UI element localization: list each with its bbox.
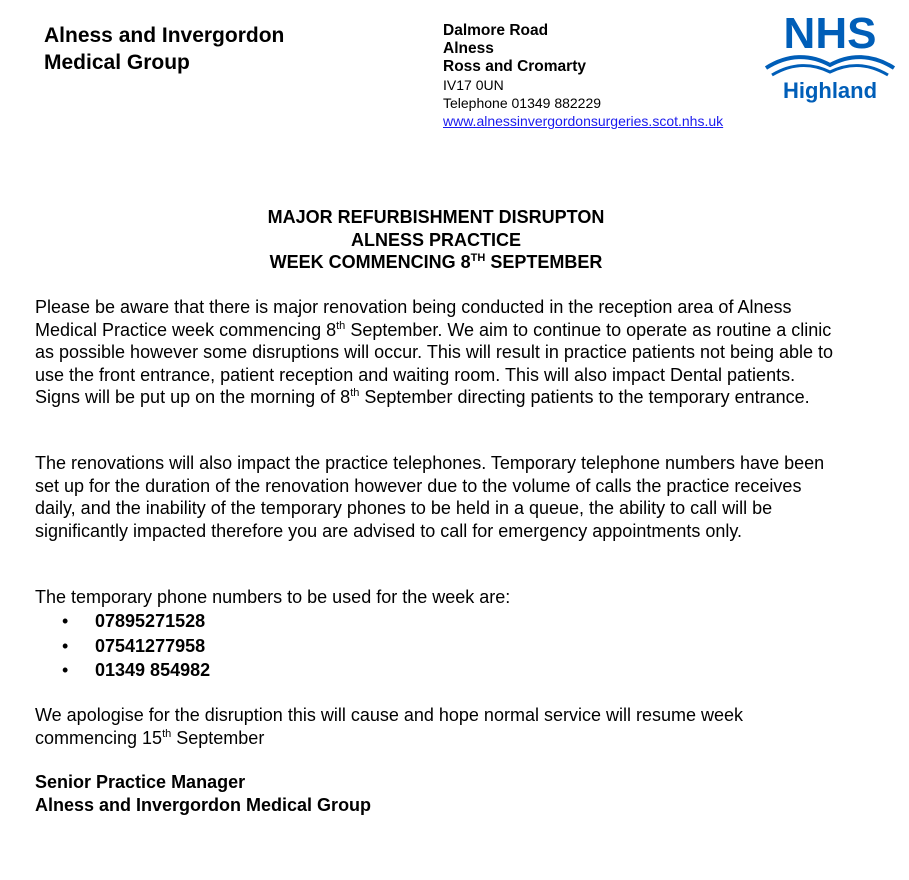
phone-number: 01349 854982: [95, 660, 211, 680]
website-link[interactable]: www.alnessinvergordonsurgeries.scot.nhs.uk: [443, 113, 724, 129]
notice-title-line1: MAJOR REFURBISHMENT DISRUPTON: [267, 207, 605, 227]
paragraph-telephones: The renovations will also impact the practice telephones. Temporary telephone numbers have been set up for the duration of the renovation however due to the volume of calls the practice receives daily, and the inability of the temporary phones to be held in a queue, the ability to call will be significantly impacted therefore you are advised to call for emergency appointments only.: [35, 453, 825, 541]
practice-name-line1: Alness and Invergordon: [44, 24, 285, 47]
notice-title-line2: ALNESS PRACTICE: [350, 229, 521, 250]
phone-number: 07895271528: [95, 611, 206, 631]
signoff-role: Senior Practice Manager: [35, 772, 246, 792]
notice-title-line3: WEEK COMMENCING 8TH SEPTEMBER: [269, 252, 603, 272]
logo-highland-text: Highland: [782, 78, 878, 103]
phone-number: 07541277958: [95, 635, 206, 656]
practice-name-line2: Medical Group: [44, 51, 190, 74]
address-town: Alness: [443, 40, 494, 57]
bullet-icon: •: [62, 635, 69, 656]
signoff: [35, 771, 371, 816]
practice-name: [44, 22, 284, 76]
address-street: Dalmore Road: [443, 22, 549, 39]
practice-address: [443, 22, 723, 131]
logo-nhs-text: NHS: [783, 9, 877, 58]
list-item: [62, 658, 210, 683]
bullet-icon: •: [62, 660, 69, 680]
phone-number-list: [62, 609, 210, 683]
address-postcode: IV17 0UN: [443, 77, 504, 93]
list-item: [62, 634, 210, 659]
paragraph-phone-intro: The temporary phone numbers to be used for the week are:: [35, 587, 511, 607]
signoff-organisation: Alness and Invergordon Medical Group: [35, 794, 372, 815]
notice-title: [0, 206, 872, 274]
paragraph-renovation: Please be aware that there is major renovation being conducted in the reception area of Alness Medical Practice week commencing 8th September. We aim to continue to operate as routine a clinic as possible however some disruptions will occur. This will result in practice patients not being able to use the front entrance, patient reception and waiting room. This will also impact Dental patients. Signs will be put up on the morning of 8th September directing patients to the temporary entrance.: [35, 297, 834, 407]
logo-wave-icon: [766, 57, 894, 68]
bullet-icon: •: [62, 611, 69, 631]
list-item: [62, 609, 210, 634]
nhs-highland-logo: [764, 8, 896, 108]
address-telephone: Telephone 01349 882229: [443, 95, 602, 111]
paragraph-apology: We apologise for the disruption this will cause and hope normal service will resume week commencing 15th September: [35, 705, 744, 748]
address-county: Ross and Cromarty: [443, 58, 586, 75]
